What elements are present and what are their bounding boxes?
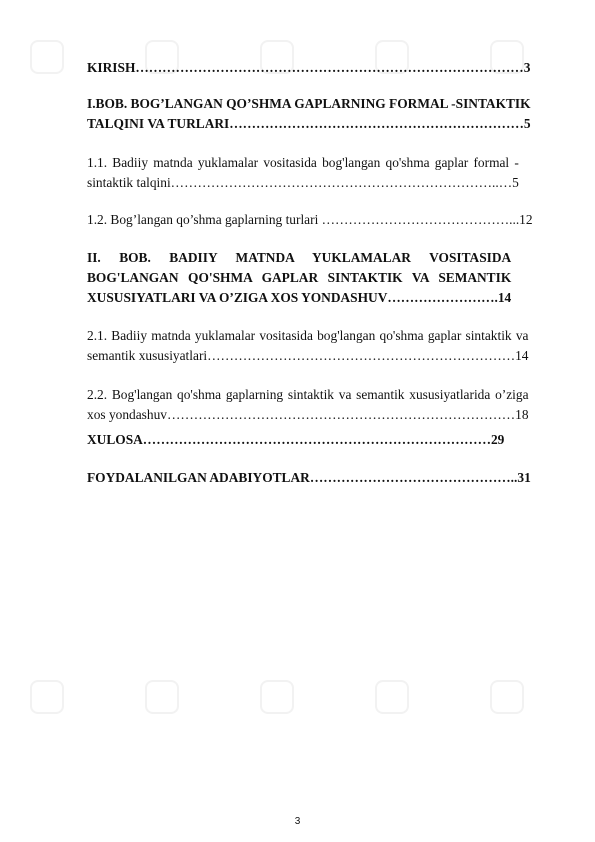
toc-entry-intro — [87, 58, 530, 78]
toc-line: 2.1. Badiiy matnda yuklamalar vositasida bog'langan qo'shma gaplar sintaktik va — [87, 328, 529, 343]
toc-line: 1.1. Badiiy matnda yuklamalar vositasida bog'langan qo'shma gaplar formal - — [87, 155, 519, 170]
toc-line: 1.2. Bog’langan qo’shma gaplarning turlari ……………………………………...12 — [87, 212, 533, 227]
toc-line: 2.2. Bog'langan qo'shma gaplarning sintaktik va semantik xususiyatlarida o’ziga — [87, 387, 529, 402]
toc-line: FOYDALANILGAN ADABIYOTLAR………………………………………..31 — [87, 470, 531, 485]
watermark-shape — [30, 680, 64, 714]
toc-entry-2-2 — [87, 385, 529, 425]
toc-entry-1-2 — [87, 210, 533, 230]
watermark-shape — [490, 680, 524, 714]
toc-line: KIRISH……………………………………………………………………………3 — [87, 60, 531, 75]
watermark-shape — [260, 680, 294, 714]
toc-line: XULOSA……………………………………………………………………29 — [87, 432, 505, 447]
watermark-shape — [375, 680, 409, 714]
toc-line: BOG'LANGAN QO'SHMA GAPLAR SINTAKTIK VA SEMANTIK — [87, 270, 512, 285]
toc-line: XUSUSIYATLARI VA O’ZIGA XOS YONDASHUV…………………….14 — [87, 290, 512, 305]
toc-line: TALQINI VA TURLARI…………………………………………………………5 — [87, 116, 531, 131]
toc-entry-chapter-1 — [87, 94, 531, 134]
toc-entry-references — [87, 468, 531, 488]
toc-line: sintaktik talqini………………………………………………………………..…5 — [87, 175, 519, 190]
watermark-shape — [30, 40, 64, 74]
toc-entry-1-1 — [87, 153, 519, 193]
toc-entry-chapter-2 — [87, 248, 511, 308]
toc-line: I.BOB. BOG’LANGAN QO’SHMA GAPLARNING FORMAL -SINTAKTIK — [87, 96, 531, 111]
page-number: 3 — [294, 816, 301, 827]
toc-entry-2-1 — [87, 326, 529, 366]
toc-line: II. BOB. BADIIY MATNDA YUKLAMALAR VOSITASIDA — [87, 250, 512, 265]
watermark-shape — [145, 680, 179, 714]
toc-entry-conclusion — [87, 430, 504, 450]
toc-line: semantik xususiyatlari……………………………………………………………14 — [87, 348, 529, 363]
toc-line: xos yondashuv……………………………………………………………………18 — [87, 407, 529, 422]
